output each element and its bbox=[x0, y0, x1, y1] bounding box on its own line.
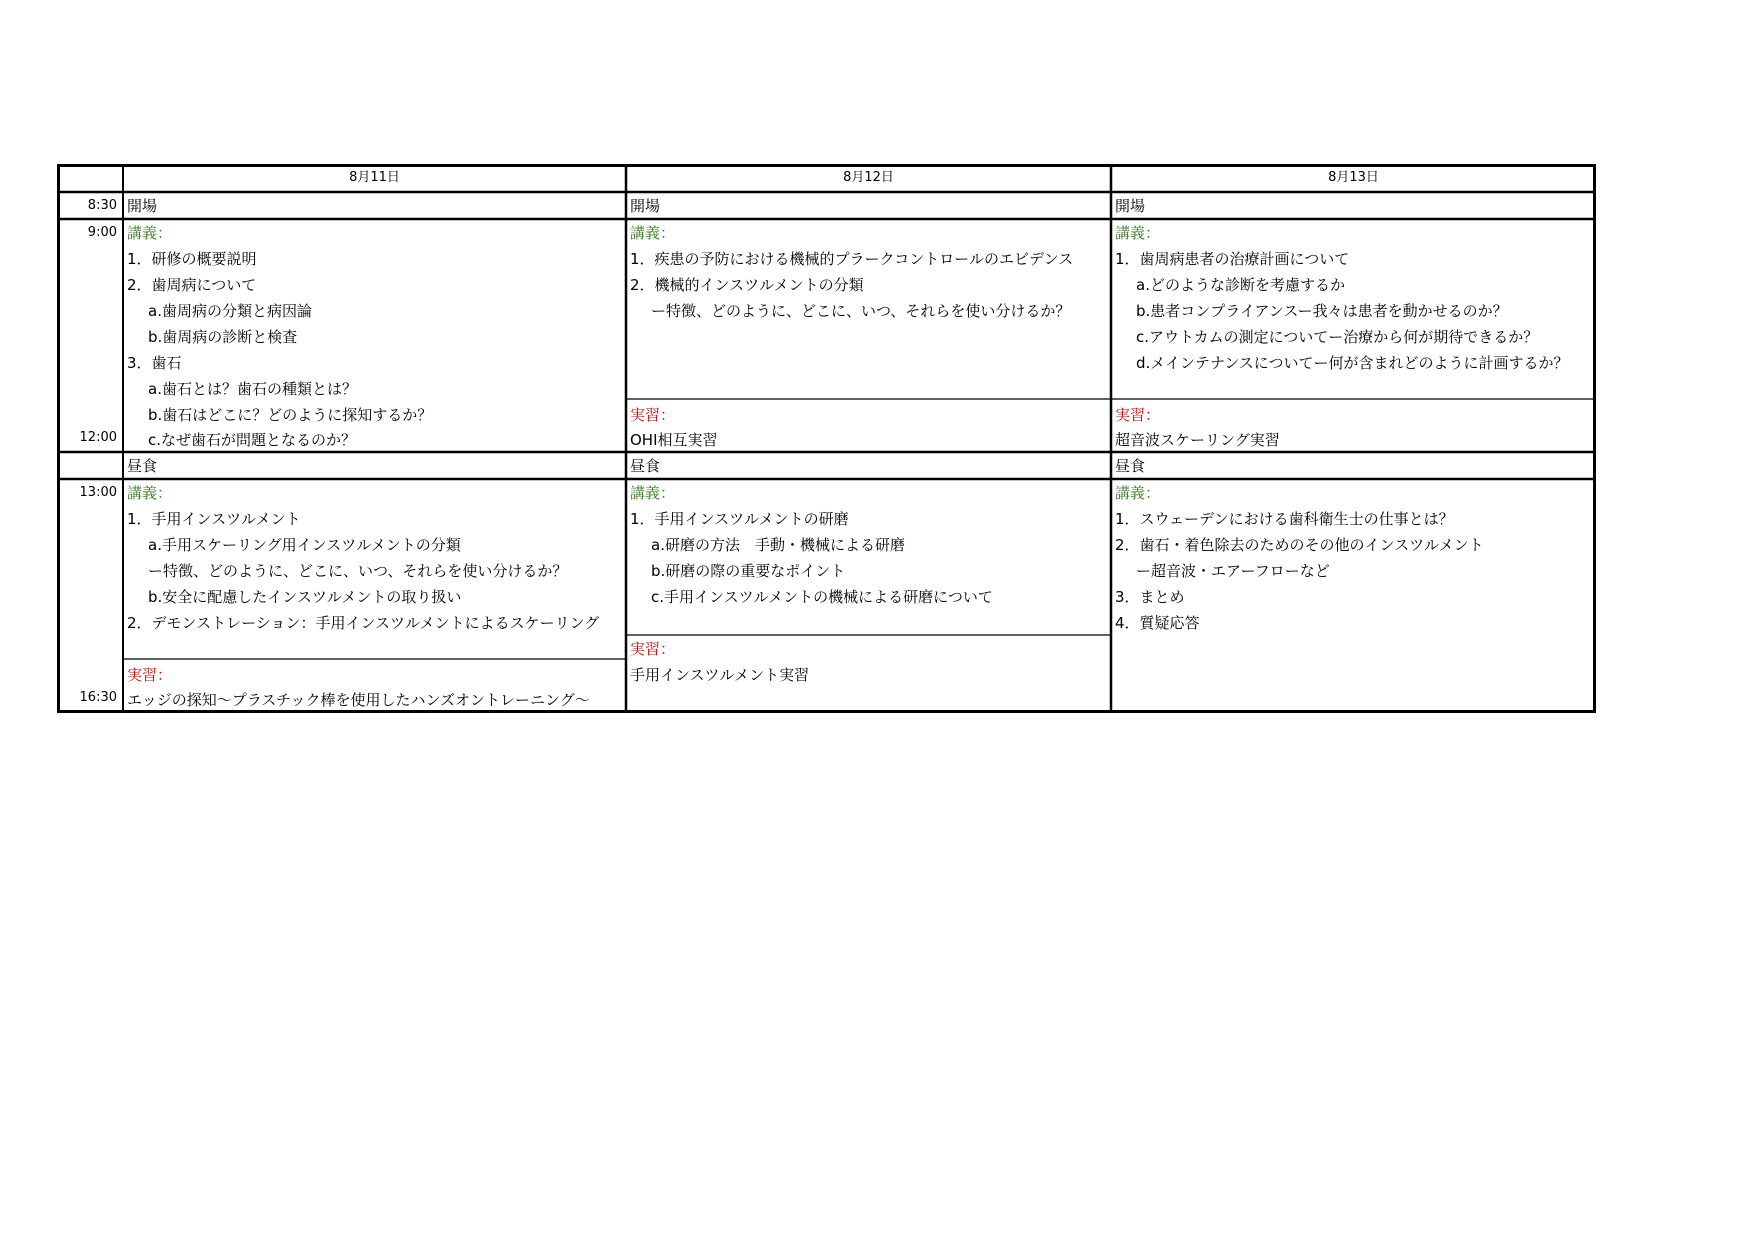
list-item: 3．まとめ bbox=[1115, 588, 1185, 606]
lunch-day2: 昼食 bbox=[630, 457, 661, 475]
time-1630: 16:30 bbox=[79, 690, 117, 705]
lecture-label: 講義： bbox=[1115, 224, 1161, 242]
list-item: 2．デモンストレーション：手用インスツルメントによるスケーリング bbox=[127, 614, 600, 632]
opening-day1: 開場 bbox=[127, 197, 158, 215]
list-item: a.手用スケーリング用インスツルメントの分類 bbox=[148, 536, 461, 554]
list-item: 2．歯周病について bbox=[127, 276, 257, 294]
list-item: 1．歯周病患者の治療計画について bbox=[1115, 250, 1350, 268]
lecture-label: 講義： bbox=[630, 224, 676, 242]
lecture-label: 講義： bbox=[1115, 484, 1161, 502]
list-item: a.歯周病の分類と病因論 bbox=[148, 302, 312, 320]
practice-label: 実習： bbox=[127, 666, 173, 684]
time-1300: 13:00 bbox=[79, 485, 117, 500]
list-item: 2．機械的インスツルメントの分類 bbox=[630, 276, 864, 294]
list-item: ー特徴、どのように、どこに、いつ、それらを使い分けるか？ bbox=[651, 302, 1071, 320]
list-item: b.研磨の際の重要なポイント bbox=[651, 562, 846, 580]
practice-label: 実習： bbox=[630, 406, 676, 424]
opening-day2: 開場 bbox=[630, 197, 661, 215]
list-item: 3．歯石 bbox=[127, 354, 182, 372]
list-item: b.安全に配慮したインスツルメントの取り扱い bbox=[148, 588, 462, 606]
time-0830: 8:30 bbox=[87, 198, 117, 213]
list-item: d.メインテナンスについてー何が含まれどのように計画するか？ bbox=[1136, 354, 1569, 372]
lecture-label: 講義： bbox=[127, 484, 173, 502]
list-item: 1．研修の概要説明 bbox=[127, 250, 257, 268]
list-item: 1．手用インスツルメントの研磨 bbox=[630, 510, 849, 528]
practice-label: 実習： bbox=[1115, 406, 1161, 424]
practice-item: OHI相互実習 bbox=[630, 431, 718, 449]
list-item: b.患者コンプライアンスー我々は患者を動かせるのか？ bbox=[1136, 302, 1508, 320]
lunch-day1: 昼食 bbox=[127, 457, 158, 475]
time-1200: 12:00 bbox=[79, 430, 117, 445]
list-item: c.手用インスツルメントの機械による研磨について bbox=[651, 588, 993, 606]
practice-item: エッジの探知～プラスチック棒を使用したハンズオントレーニング～ bbox=[127, 691, 590, 709]
list-item: ー特徴、どのように、どこに、いつ、それらを使い分けるか？ bbox=[148, 562, 568, 580]
opening-day3: 開場 bbox=[1115, 197, 1146, 215]
lunch-day3: 昼食 bbox=[1115, 457, 1146, 475]
list-item: c.なぜ歯石が問題となるのか？ bbox=[148, 431, 357, 449]
lecture-label: 講義： bbox=[127, 224, 173, 242]
day-header-1: 8月11日 bbox=[349, 170, 400, 185]
lecture-label: 講義： bbox=[630, 484, 676, 502]
day-header-3: 8月13日 bbox=[1328, 170, 1379, 185]
practice-label: 実習： bbox=[630, 640, 676, 658]
time-0900: 9:00 bbox=[87, 225, 117, 240]
list-item: 1．スウェーデンにおける歯科衛生士の仕事とは？ bbox=[1115, 510, 1454, 528]
list-item: a.研磨の方法 手動・機械による研磨 bbox=[651, 536, 905, 554]
schedule-table bbox=[57, 164, 1596, 713]
list-item: c.アウトカムの測定についてー治療から何が期待できるか？ bbox=[1136, 328, 1539, 346]
list-item: 4．質疑応答 bbox=[1115, 614, 1200, 632]
list-item: a.どのような診断を考慮するか bbox=[1136, 276, 1345, 294]
practice-item: 手用インスツルメント実習 bbox=[630, 666, 810, 684]
day-header-2: 8月12日 bbox=[843, 170, 894, 185]
list-item: b.歯周病の診断と検査 bbox=[148, 328, 298, 346]
list-item: b.歯石はどこに？どのように探知するか？ bbox=[148, 406, 433, 424]
list-item: 1．疾患の予防における機械的プラークコントロールのエビデンス bbox=[630, 250, 1074, 268]
list-item: 2．歯石・着色除去のためのその他のインスツルメント bbox=[1115, 536, 1484, 554]
list-item: 1．手用インスツルメント bbox=[127, 510, 301, 528]
practice-item: 超音波スケーリング実習 bbox=[1115, 431, 1280, 449]
list-item: ー超音波・エアーフローなど bbox=[1136, 562, 1330, 580]
list-item: a.歯石とは？歯石の種類とは？ bbox=[148, 380, 357, 398]
